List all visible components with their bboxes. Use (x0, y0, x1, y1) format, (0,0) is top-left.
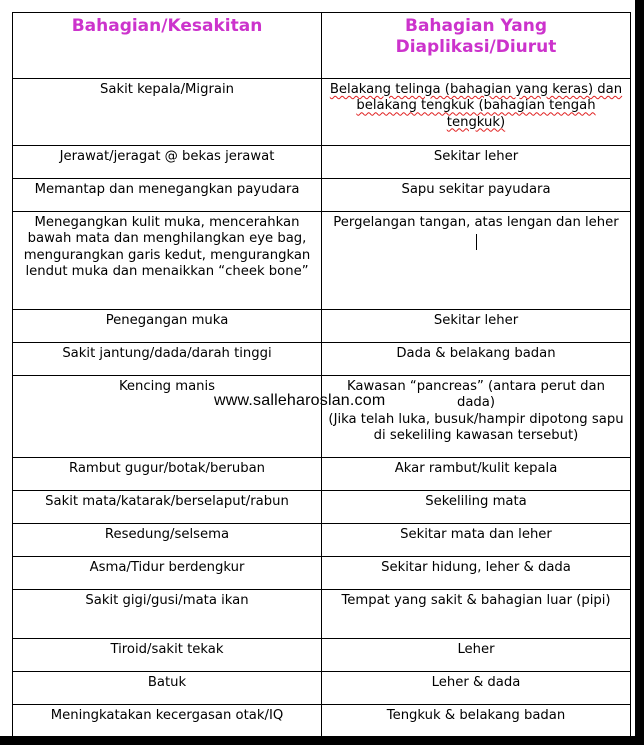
area-cell: Sekitar leher (322, 310, 631, 343)
treatment-table (12, 12, 631, 738)
condition-cell: Batuk (13, 672, 322, 705)
condition-cell: Menegangkan kulit muka, mencerahkan bawah mata dan menghilangkan eye bag, mengurangkan garis kedut, mengurangkan lendut muka dan menaikkan “cheek bone” (13, 212, 322, 310)
website-watermark: www.salleharoslan.com (214, 392, 386, 409)
area-cell: Sapu sekitar payudara (322, 179, 631, 212)
area-cell: Tempat yang sakit & bahagian luar (pipi) (322, 590, 631, 639)
header-application-area: Bahagian Yang Diaplikasi/Diurut (322, 13, 631, 79)
table-row (13, 458, 631, 491)
table-row (13, 590, 631, 639)
table-row (13, 639, 631, 672)
area-cell: Leher (322, 639, 631, 672)
table-row (13, 310, 631, 343)
area-text: Kawasan “pancreas” (antara perut dan dada) (347, 379, 605, 411)
condition-cell: Sakit gigi/gusi/mata ikan (13, 590, 322, 639)
table-row (13, 376, 631, 458)
condition-cell: Sakit mata/katarak/berselaput/rabun (13, 491, 322, 524)
area-cell (322, 212, 631, 310)
table-row (13, 146, 631, 179)
table-row (13, 705, 631, 738)
condition-cell: Tiroid/sakit tekak (13, 639, 322, 672)
header-condition: Bahagian/Kesakitan (13, 13, 322, 79)
table-row (13, 343, 631, 376)
header-row (13, 13, 631, 79)
condition-cell: Meningkatakan kecergasan otak/IQ (13, 705, 322, 738)
condition-cell: Rambut gugur/botak/beruban (13, 458, 322, 491)
area-text: Pergelangan tangan, atas lengan dan leher (333, 215, 619, 230)
condition-cell: Resedung/selsema (13, 524, 322, 557)
table-row (13, 491, 631, 524)
table-row (13, 524, 631, 557)
table-row (13, 79, 631, 146)
condition-cell: Penegangan muka (13, 310, 322, 343)
area-cell: Sekitar hidung, leher & dada (322, 557, 631, 590)
area-cell: Dada & belakang badan (322, 343, 631, 376)
table-row (13, 557, 631, 590)
area-cell: Akar rambut/kulit kepala (322, 458, 631, 491)
table-row (13, 672, 631, 705)
area-cell: Sekeliling mata (322, 491, 631, 524)
area-cell: Sekitar leher (322, 146, 631, 179)
area-cell (322, 376, 631, 458)
text-cursor (476, 234, 477, 250)
condition-cell: Jerawat/jeragat @ bekas jerawat (13, 146, 322, 179)
area-cell: Sekitar mata dan leher (322, 524, 631, 557)
table-row (13, 179, 631, 212)
area-cell: Belakang telinga (bahagian yang keras) dan belakang tengkuk (bahagian tengah tengkuk) (322, 79, 631, 146)
table-row (13, 212, 631, 310)
condition-cell: Asma/Tidur berdengkur (13, 557, 322, 590)
condition-cell: Sakit kepala/Migrain (13, 79, 322, 146)
condition-cell: Sakit jantung/dada/darah tinggi (13, 343, 322, 376)
condition-cell: Memantap dan menegangkan payudara (13, 179, 322, 212)
area-cell: Leher & dada (322, 672, 631, 705)
area-note: (Jika telah luka, busuk/hampir dipotong sapu di sekeliling kawasan tersebut) (328, 411, 624, 443)
area-cell: Tengkuk & belakang badan (322, 705, 631, 738)
condition-cell: Kencing manis (13, 376, 322, 458)
